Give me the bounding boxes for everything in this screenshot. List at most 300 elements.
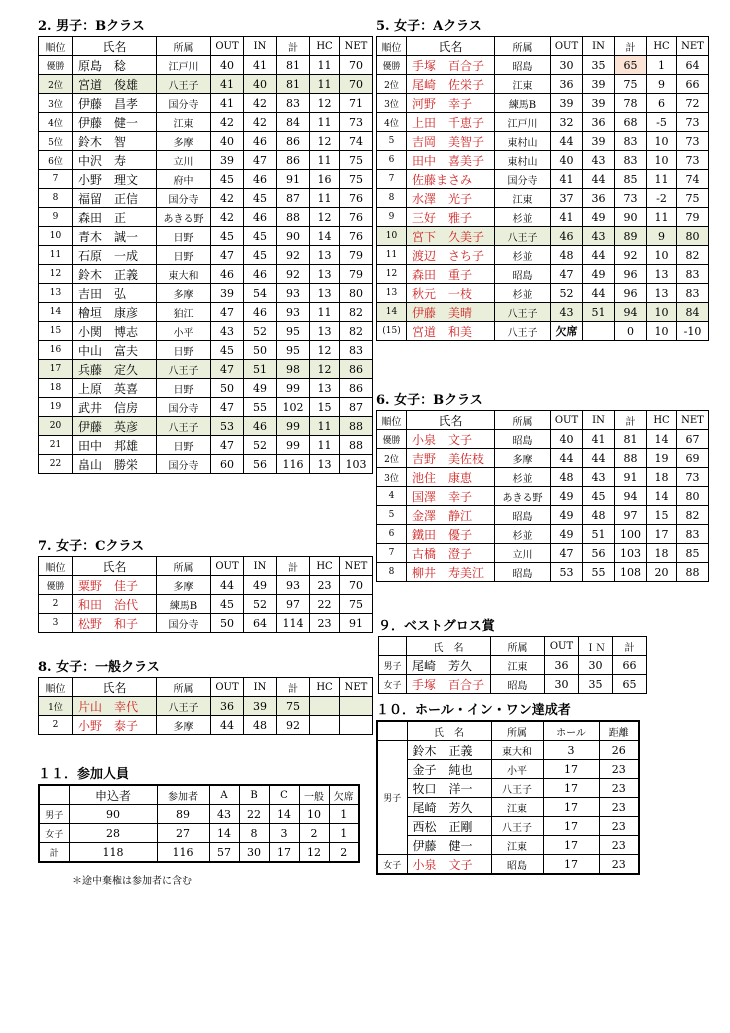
total-cell: 95	[277, 322, 310, 341]
column-header: 順位	[39, 678, 73, 697]
total-cell: 92	[277, 246, 310, 265]
total-cell: 78	[615, 94, 647, 113]
hc-cell	[310, 697, 340, 716]
row-label-cell: 男子	[39, 805, 69, 824]
gender-cell: 男子	[377, 741, 407, 855]
name-cell: 小野 理文	[73, 170, 157, 189]
column-header: NET	[340, 557, 373, 576]
count-cell: 2	[299, 824, 329, 843]
hc-cell: 11	[310, 417, 340, 436]
affiliation-cell: 練馬B	[157, 595, 211, 614]
affiliation-cell: 昭島	[495, 430, 551, 449]
rank-cell: 14	[377, 303, 407, 322]
affiliation-cell: 国分寺	[157, 94, 211, 113]
column-header: OUT	[211, 37, 244, 56]
column-header: IN	[583, 37, 615, 56]
section-participants	[38, 766, 360, 863]
in-cell: 46	[244, 208, 277, 227]
total-cell: 99	[277, 379, 310, 398]
in-cell: 46	[244, 265, 277, 284]
section-women-b	[376, 392, 709, 582]
affiliation-cell: 杉並	[495, 246, 551, 265]
column-header: 計	[613, 637, 647, 656]
total-cell: 90	[277, 227, 310, 246]
total-cell: 75	[615, 75, 647, 94]
total-cell: 83	[615, 151, 647, 170]
in-cell: 36	[583, 113, 615, 132]
table-row	[39, 113, 373, 132]
affiliation-cell: 日野	[157, 436, 211, 455]
name-cell: 上田 千恵子	[407, 113, 495, 132]
out-cell: 30	[551, 56, 583, 75]
rank-cell: 17	[39, 360, 73, 379]
name-cell: 小関 博志	[73, 322, 157, 341]
column-header: 距離	[599, 721, 639, 741]
affiliation-cell: 日野	[157, 341, 211, 360]
section-title: 5. 女子：Aクラス	[376, 19, 482, 34]
rank-cell: 13	[39, 284, 73, 303]
net-cell: 67	[677, 430, 709, 449]
out-cell: 53	[551, 563, 583, 582]
section-men-b	[38, 18, 373, 474]
net-cell: 82	[677, 246, 709, 265]
name-cell: 金子 純也	[407, 760, 491, 779]
net-cell	[340, 697, 373, 716]
column-header: 一般	[299, 785, 329, 805]
affiliation-cell: 杉並	[495, 468, 551, 487]
affiliation-cell: 杉並	[495, 525, 551, 544]
rank-cell: 2	[39, 595, 73, 614]
count-cell: 43	[209, 805, 239, 824]
in-cell: 49	[244, 576, 277, 595]
column-header: ホール	[543, 721, 599, 741]
net-cell: 82	[677, 506, 709, 525]
name-cell: 宮下 久美子	[407, 227, 495, 246]
out-cell: 37	[551, 189, 583, 208]
name-cell: 森田 正	[73, 208, 157, 227]
net-cell: 86	[340, 360, 373, 379]
affiliation-cell: 江戸川	[495, 113, 551, 132]
in-cell: 49	[583, 265, 615, 284]
hc-cell: 12	[310, 208, 340, 227]
column-header: OUT	[545, 637, 579, 656]
total-cell: 94	[615, 303, 647, 322]
total-cell: 108	[615, 563, 647, 582]
table-row	[377, 525, 709, 544]
net-cell: 70	[340, 56, 373, 75]
count-cell: 89	[157, 805, 209, 824]
hc-cell: 1	[647, 56, 677, 75]
column-header: 申込者	[69, 785, 157, 805]
hc-cell: 10	[647, 151, 677, 170]
column-header: IN	[244, 557, 277, 576]
net-cell: 82	[340, 322, 373, 341]
total-cell: 99	[277, 436, 310, 455]
in-cell: 51	[583, 525, 615, 544]
section-title: 7. 女子：Cクラス	[38, 539, 145, 554]
total-cell: 81	[615, 430, 647, 449]
distance-cell: 23	[599, 817, 639, 836]
table-row	[39, 170, 373, 189]
hc-cell: 16	[310, 170, 340, 189]
affiliation-cell: 東村山	[495, 132, 551, 151]
in-cell: 40	[244, 75, 277, 94]
table-row	[377, 817, 639, 836]
affiliation-cell: 江東	[491, 656, 545, 675]
net-cell: 73	[340, 113, 373, 132]
affiliation-cell: 練馬B	[495, 94, 551, 113]
net-cell: 82	[340, 303, 373, 322]
out-cell: 39	[211, 284, 244, 303]
rank-cell: 6位	[39, 151, 73, 170]
total-cell: 85	[615, 170, 647, 189]
column-header: NET	[677, 411, 709, 430]
affiliation-cell: 八王子	[157, 417, 211, 436]
affiliation-cell: 日野	[157, 379, 211, 398]
in-cell: 41	[583, 430, 615, 449]
affiliation-cell: 八王子	[157, 75, 211, 94]
table-row	[377, 284, 709, 303]
net-cell: 80	[677, 227, 709, 246]
section-title: 2. 男子：Bクラス	[38, 19, 145, 34]
out-cell: 40	[551, 151, 583, 170]
column-header: 順位	[39, 557, 73, 576]
hc-cell: 14	[647, 430, 677, 449]
out-cell: 53	[211, 417, 244, 436]
name-cell: 上原 英喜	[73, 379, 157, 398]
out-cell: 50	[211, 614, 244, 633]
hole-cell: 17	[543, 779, 599, 798]
column-header: 順位	[39, 37, 73, 56]
count-cell: 12	[299, 843, 329, 863]
net-cell: 80	[677, 487, 709, 506]
rank-cell: 8	[377, 563, 407, 582]
column-header: A	[209, 785, 239, 805]
table-row	[377, 322, 709, 341]
table-row	[377, 779, 639, 798]
hc-cell: 12	[310, 341, 340, 360]
count-cell: 1	[329, 824, 359, 843]
count-cell: 116	[157, 843, 209, 863]
name-cell: 檜垣 康彦	[73, 303, 157, 322]
total-cell: 81	[277, 56, 310, 75]
rank-cell: 優勝	[39, 576, 73, 595]
affiliation-cell: 東大和	[491, 741, 543, 760]
in-cell: 36	[583, 189, 615, 208]
net-cell: 76	[340, 227, 373, 246]
rank-cell: 3	[39, 614, 73, 633]
table-row	[39, 436, 373, 455]
in-cell: 46	[244, 170, 277, 189]
rank-cell: 8	[377, 189, 407, 208]
hc-cell: 10	[647, 303, 677, 322]
column-header: OUT	[211, 678, 244, 697]
table-row	[377, 760, 639, 779]
table-row	[377, 449, 709, 468]
column-header: 計	[277, 37, 310, 56]
out-cell: 40	[211, 132, 244, 151]
total-cell: 92	[615, 246, 647, 265]
column-header: 所属	[495, 37, 551, 56]
section-title: 6. 女子：Bクラス	[376, 393, 483, 408]
table-row	[39, 716, 373, 735]
column-header: 氏 名	[407, 637, 491, 656]
results-table	[38, 556, 373, 633]
column-header: 計	[615, 411, 647, 430]
out-cell: 46	[551, 227, 583, 246]
in-cell: 54	[244, 284, 277, 303]
net-cell: 74	[677, 170, 709, 189]
name-cell: 伊藤 昌孝	[73, 94, 157, 113]
name-cell: 松野 和子	[73, 614, 157, 633]
name-cell: 田中 喜美子	[407, 151, 495, 170]
total-cell: 65	[615, 56, 647, 75]
results-table	[376, 410, 709, 582]
column-header: 所属	[157, 678, 211, 697]
rank-cell: 11	[377, 246, 407, 265]
column-header	[39, 785, 69, 805]
out-cell: 47	[551, 265, 583, 284]
results-table	[38, 677, 373, 735]
table-row	[377, 265, 709, 284]
out-cell: 42	[211, 113, 244, 132]
hc-cell: 13	[310, 265, 340, 284]
section-title: １０．ホール・イン・ワン達成者	[376, 703, 571, 718]
net-cell: 70	[340, 576, 373, 595]
name-cell: 秋元 一枝	[407, 284, 495, 303]
rank-cell: 14	[39, 303, 73, 322]
name-cell: 尾崎 芳久	[407, 656, 491, 675]
name-cell: 伊藤 美晴	[407, 303, 495, 322]
hc-cell: 17	[647, 525, 677, 544]
table-row	[39, 284, 373, 303]
rank-cell: 2位	[377, 449, 407, 468]
results-table	[376, 36, 709, 341]
table-row	[39, 360, 373, 379]
in-cell: 49	[244, 379, 277, 398]
rank-cell: 5位	[39, 132, 73, 151]
total-cell: 93	[277, 576, 310, 595]
hc-cell: 15	[310, 398, 340, 417]
rank-cell: 20	[39, 417, 73, 436]
net-cell: 66	[677, 75, 709, 94]
rank-cell: 10	[377, 227, 407, 246]
rank-cell: 22	[39, 455, 73, 474]
table-row	[39, 398, 373, 417]
column-header: 氏名	[407, 411, 495, 430]
name-cell: 石原 一成	[73, 246, 157, 265]
total-cell: 93	[277, 303, 310, 322]
total-cell: 98	[277, 360, 310, 379]
in-cell: 43	[583, 227, 615, 246]
rank-cell: 10	[39, 227, 73, 246]
total-cell: 97	[615, 506, 647, 525]
in-cell: 51	[583, 303, 615, 322]
hc-cell: 23	[310, 576, 340, 595]
table-row	[377, 208, 709, 227]
hc-cell: 6	[647, 94, 677, 113]
net-cell: 75	[340, 170, 373, 189]
affiliation-cell: 八王子	[157, 360, 211, 379]
net-cell: 80	[340, 284, 373, 303]
total-cell: 68	[615, 113, 647, 132]
rank-cell: 優勝	[39, 56, 73, 75]
name-cell: 渡辺 さち子	[407, 246, 495, 265]
count-cell: 14	[209, 824, 239, 843]
table-row	[39, 303, 373, 322]
affiliation-cell: 国分寺	[157, 614, 211, 633]
total-cell: 0	[615, 322, 647, 341]
net-cell: 73	[677, 113, 709, 132]
net-cell: 74	[340, 132, 373, 151]
net-cell: 86	[340, 379, 373, 398]
hc-cell: 10	[647, 246, 677, 265]
net-cell: 73	[677, 132, 709, 151]
name-cell: 佐藤まさみ	[407, 170, 495, 189]
name-cell: 水澤 光子	[407, 189, 495, 208]
hc-cell: 11	[310, 75, 340, 94]
affiliation-cell: 昭島	[495, 56, 551, 75]
name-cell: 柳井 寿美江	[407, 563, 495, 582]
in-cell: 45	[244, 246, 277, 265]
hc-cell: -2	[647, 189, 677, 208]
best-gross-table	[378, 636, 647, 694]
affiliation-cell: 狛江	[157, 303, 211, 322]
total-cell: 93	[277, 284, 310, 303]
out-cell: 47	[211, 398, 244, 417]
affiliation-cell: 昭島	[491, 675, 545, 694]
out-cell: 45	[211, 341, 244, 360]
hole-cell: 17	[543, 836, 599, 855]
rank-cell: 15	[39, 322, 73, 341]
column-header: C	[269, 785, 299, 805]
out-cell: 49	[551, 506, 583, 525]
affiliation-cell: 日野	[157, 246, 211, 265]
in-cell: 55	[244, 398, 277, 417]
table-row	[377, 113, 709, 132]
in-cell: 47	[244, 151, 277, 170]
table-row	[39, 455, 373, 474]
column-header: 所属	[157, 557, 211, 576]
affiliation-cell: 江東	[495, 189, 551, 208]
affiliation-cell: 国分寺	[157, 455, 211, 474]
name-cell: 中沢 寿	[73, 151, 157, 170]
section-title: ９．ベストグロス賞	[378, 619, 495, 634]
name-cell: 小野 泰子	[73, 716, 157, 735]
column-header: HC	[310, 37, 340, 56]
total-cell: 84	[277, 113, 310, 132]
name-cell: 小泉 文子	[407, 430, 495, 449]
column-header: 所属	[157, 37, 211, 56]
in-cell: 42	[244, 94, 277, 113]
affiliation-cell: 八王子	[495, 322, 551, 341]
in-cell: 44	[583, 170, 615, 189]
table-row	[39, 576, 373, 595]
name-cell: 鈴木 智	[73, 132, 157, 151]
hc-cell: 11	[310, 56, 340, 75]
total-cell: 100	[615, 525, 647, 544]
total-cell: 83	[277, 94, 310, 113]
hc-cell: 11	[310, 436, 340, 455]
section-title: １１．参加人員	[38, 767, 130, 782]
in-cell: 51	[244, 360, 277, 379]
count-cell: 8	[239, 824, 269, 843]
section-women-general	[38, 659, 373, 735]
name-cell: 手塚 百合子	[407, 56, 495, 75]
rank-cell: 4	[377, 487, 407, 506]
name-cell: 森田 重子	[407, 265, 495, 284]
hc-cell: 10	[647, 322, 677, 341]
hc-cell: 11	[310, 189, 340, 208]
table-row	[377, 94, 709, 113]
hc-cell: 15	[647, 506, 677, 525]
total-cell: 97	[277, 595, 310, 614]
net-cell: 91	[340, 614, 373, 633]
distance-cell: 23	[599, 779, 639, 798]
in-cell: 46	[244, 417, 277, 436]
column-header: HC	[647, 37, 677, 56]
column-header: 欠席	[329, 785, 359, 805]
total-cell: 86	[277, 151, 310, 170]
in-cell: 39	[583, 132, 615, 151]
affiliation-cell: 東村山	[495, 151, 551, 170]
rank-cell: 9	[377, 208, 407, 227]
rank-cell: 11	[39, 246, 73, 265]
distance-cell: 26	[599, 741, 639, 760]
count-cell: 2	[329, 843, 359, 863]
table-row	[377, 430, 709, 449]
net-cell: 83	[340, 341, 373, 360]
rank-cell: 8	[39, 189, 73, 208]
count-cell: 118	[69, 843, 157, 863]
hc-cell: 13	[310, 246, 340, 265]
affiliation-cell: 昭島	[495, 265, 551, 284]
table-row	[39, 614, 373, 633]
results-table	[38, 36, 373, 474]
in-cell: 46	[244, 132, 277, 151]
out-cell: 47	[211, 303, 244, 322]
rank-cell: 1位	[39, 697, 73, 716]
out-cell: 40	[211, 56, 244, 75]
out-cell: 39	[551, 94, 583, 113]
in-cell: 39	[244, 697, 277, 716]
net-cell: 69	[677, 449, 709, 468]
column-header: 順位	[377, 37, 407, 56]
name-cell: 伊藤 健一	[407, 836, 491, 855]
rank-cell: 4位	[39, 113, 73, 132]
affiliation-cell: 多摩	[157, 576, 211, 595]
rank-cell: 2	[39, 716, 73, 735]
total-cell: 88	[615, 449, 647, 468]
net-cell: 87	[340, 398, 373, 417]
total-cell: 73	[615, 189, 647, 208]
out-cell: 36	[211, 697, 244, 716]
name-cell: 中山 富夫	[73, 341, 157, 360]
affiliation-cell: 国分寺	[495, 170, 551, 189]
affiliation-cell: 東大和	[157, 265, 211, 284]
hc-cell: 12	[310, 94, 340, 113]
in-cell: 45	[244, 189, 277, 208]
hc-cell: 12	[310, 360, 340, 379]
total-cell: 87	[277, 189, 310, 208]
rank-cell: 5	[377, 132, 407, 151]
table-row	[39, 697, 373, 716]
total-cell: 66	[613, 656, 647, 675]
total-cell: 92	[277, 265, 310, 284]
net-cell: 79	[340, 265, 373, 284]
column-header: 計	[615, 37, 647, 56]
in-cell: 50	[244, 341, 277, 360]
